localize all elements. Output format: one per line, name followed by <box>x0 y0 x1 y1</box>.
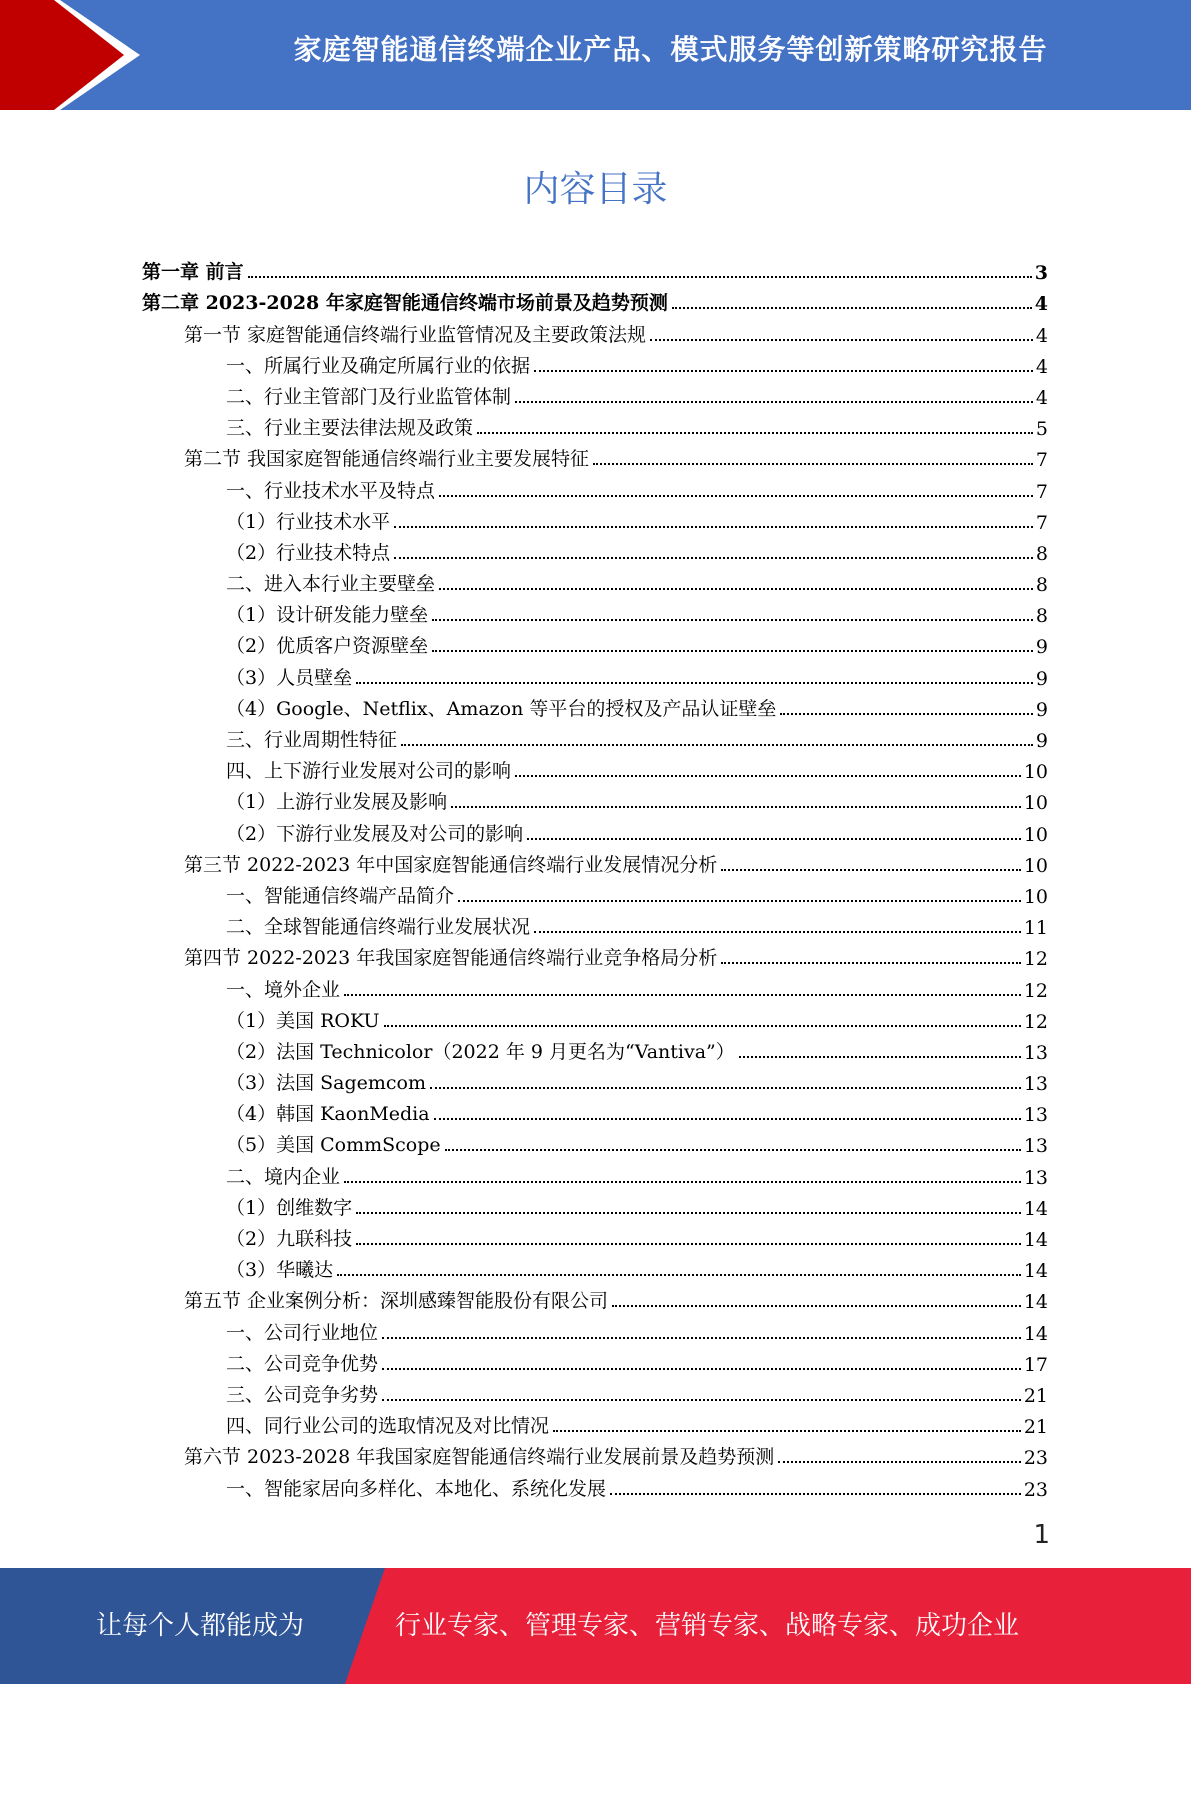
toc-entry-page: 12 <box>1023 948 1048 971</box>
toc-entry-page: 14 <box>1023 1322 1048 1345</box>
toc-dot-leader <box>434 1118 1021 1120</box>
toc-entry-page: 4 <box>1035 355 1048 378</box>
toc-entry[interactable] <box>142 1376 1048 1407</box>
toc-dot-leader <box>739 1056 1021 1058</box>
toc-entry-page: 17 <box>1023 1353 1048 1376</box>
toc-entry[interactable] <box>142 908 1048 939</box>
toc-entry[interactable] <box>142 1251 1048 1282</box>
toc-dot-leader <box>337 1274 1021 1276</box>
toc-entry-page: 8 <box>1035 574 1048 597</box>
toc-entry-title: 第六节 2023-2028 年我国家庭智能通信终端行业发展前景及趋势预测 <box>184 1446 775 1469</box>
toc-entry-page: 10 <box>1023 792 1048 815</box>
toc-entry-title: 一、所属行业及确定所属行业的依据 <box>226 354 531 377</box>
toc-entry-title: （4）Google、Netflix、Amazon 等平台的授权及产品认证壁垒 <box>226 697 777 720</box>
toc-entry-title: 第二章 2023-2028 年家庭智能通信终端市场前景及趋势预测 <box>142 292 668 315</box>
toc-entry-page: 8 <box>1035 542 1048 565</box>
toc-entry[interactable] <box>142 409 1048 440</box>
toc-entry[interactable] <box>142 503 1048 534</box>
toc-entry[interactable] <box>142 814 1048 845</box>
toc-entry-title: （3）华曦达 <box>226 1259 334 1282</box>
toc-entry[interactable] <box>142 658 1048 689</box>
toc-entry-page: 7 <box>1035 511 1048 534</box>
toc-dot-leader <box>356 1212 1021 1214</box>
toc-entry[interactable] <box>142 1345 1048 1376</box>
toc-entry-title: （2）法国 Technicolor（2022 年 9 月更名为“Vantiva”） <box>226 1040 735 1063</box>
toc-dot-leader <box>527 838 1021 840</box>
table-of-contents <box>142 253 1048 1501</box>
toc-entry-page: 21 <box>1023 1416 1048 1439</box>
toc-dot-leader <box>344 994 1021 996</box>
toc-entry-title: 一、境外企业 <box>226 978 341 1001</box>
toc-entry[interactable] <box>142 347 1048 378</box>
toc-dot-leader <box>401 744 1033 746</box>
toc-heading: 内容目录 <box>523 169 668 210</box>
toc-entry[interactable] <box>142 1407 1048 1438</box>
toc-entry-page: 21 <box>1023 1384 1048 1407</box>
toc-entry-page: 7 <box>1035 480 1048 503</box>
toc-entry[interactable] <box>142 1438 1048 1469</box>
toc-entry[interactable] <box>142 1033 1048 1064</box>
toc-entry-title: （3）人员壁垒 <box>226 666 353 689</box>
toc-entry-title: （1）上游行业发展及影响 <box>226 791 448 814</box>
toc-entry-title: （3）法国 Sagemcom <box>226 1072 426 1095</box>
toc-entry-page: 7 <box>1035 449 1048 472</box>
toc-entry-page: 13 <box>1023 1041 1048 1064</box>
toc-entry[interactable] <box>142 690 1048 721</box>
toc-entry[interactable] <box>142 565 1048 596</box>
toc-dot-leader <box>534 931 1021 933</box>
toc-entry-page: 11 <box>1023 917 1048 940</box>
toc-entry[interactable] <box>142 315 1048 346</box>
toc-entry[interactable] <box>142 783 1048 814</box>
toc-entry-title: 一、智能家居向多样化、本地化、系统化发展 <box>226 1477 607 1500</box>
toc-entry[interactable] <box>142 877 1048 908</box>
toc-entry[interactable] <box>142 1189 1048 1220</box>
toc-entry[interactable] <box>142 1469 1048 1500</box>
toc-entry[interactable] <box>142 596 1048 627</box>
toc-dot-leader <box>382 1368 1021 1370</box>
toc-entry-title: （5）美国 CommScope <box>226 1134 441 1157</box>
toc-dot-leader <box>439 588 1033 590</box>
toc-entry-title: 四、上下游行业发展对公司的影响 <box>226 760 512 783</box>
toc-dot-leader <box>721 869 1021 871</box>
toc-entry-title: 一、行业技术水平及特点 <box>226 479 436 502</box>
toc-entry[interactable] <box>142 939 1048 970</box>
toc-dot-leader <box>394 557 1033 559</box>
toc-entry-title: 四、同行业公司的选取情况及对比情况 <box>226 1415 550 1438</box>
toc-entry-title: （1）美国 ROKU <box>226 1009 380 1032</box>
toc-entry[interactable] <box>142 1282 1048 1313</box>
toc-entry-page: 14 <box>1023 1260 1048 1283</box>
toc-entry[interactable] <box>142 627 1048 658</box>
toc-entry[interactable] <box>142 1002 1048 1033</box>
toc-entry-page: 10 <box>1023 761 1048 784</box>
toc-entry-page: 10 <box>1023 885 1048 908</box>
toc-entry-page: 9 <box>1035 730 1048 752</box>
toc-dot-leader <box>344 1181 1021 1183</box>
toc-entry-page: 9 <box>1035 698 1048 721</box>
toc-entry-title: 一、智能通信终端产品简介 <box>226 884 455 907</box>
toc-entry[interactable] <box>142 1126 1048 1157</box>
toc-entry-page: 5 <box>1035 418 1048 441</box>
page-header <box>0 0 1191 110</box>
toc-entry-page: 4 <box>1035 386 1048 409</box>
toc-entry[interactable] <box>142 846 1048 877</box>
toc-entry-title: 一、公司行业地位 <box>226 1321 379 1344</box>
toc-dot-leader <box>439 495 1033 497</box>
toc-dot-leader <box>780 713 1033 715</box>
toc-dot-leader <box>553 1430 1021 1432</box>
toc-dot-leader <box>778 1461 1021 1463</box>
toc-dot-leader <box>445 1149 1021 1151</box>
toc-dot-leader <box>650 339 1033 341</box>
toc-entry[interactable] <box>142 534 1048 565</box>
footer-slogan-left: 让每个人都能成为 <box>95 1611 304 1641</box>
toc-dot-leader <box>384 1025 1021 1027</box>
toc-dot-leader <box>672 307 1032 309</box>
toc-dot-leader <box>432 650 1033 652</box>
toc-entry-title: 二、行业主管部门及行业监管体制 <box>226 385 512 408</box>
toc-entry-title: 三、行业周期性特征 <box>226 729 398 751</box>
toc-dot-leader <box>610 1493 1021 1495</box>
toc-entry-page: 23 <box>1023 1478 1048 1501</box>
toc-entry-page: 14 <box>1023 1291 1048 1314</box>
toc-dot-leader <box>477 432 1033 434</box>
toc-dot-leader <box>721 962 1021 964</box>
toc-entry-title: （1）行业技术水平 <box>226 510 391 533</box>
toc-entry[interactable] <box>142 721 1048 752</box>
toc-dot-leader <box>612 1305 1021 1307</box>
toc-dot-leader <box>534 370 1033 372</box>
toc-entry-page: 9 <box>1035 667 1048 690</box>
toc-entry-title: （1）创维数字 <box>226 1196 353 1219</box>
toc-entry-title: 第五节 企业案例分析：深圳感臻智能股份有限公司 <box>184 1290 609 1313</box>
toc-entry-title: 第一章 前言 <box>142 261 244 284</box>
toc-entry-title: 第二节 我国家庭智能通信终端行业主要发展特征 <box>184 448 590 471</box>
header-chevron-decoration <box>0 0 150 110</box>
toc-entry-title: 三、公司竞争劣势 <box>226 1383 379 1406</box>
toc-entry[interactable] <box>142 1064 1048 1095</box>
toc-entry-page: 23 <box>1023 1447 1048 1470</box>
toc-dot-leader <box>458 900 1021 902</box>
toc-entry-title: 二、公司竞争优势 <box>226 1352 379 1375</box>
toc-entry[interactable] <box>142 970 1048 1001</box>
toc-dot-leader <box>515 401 1033 403</box>
toc-entry-page: 12 <box>1023 979 1048 1002</box>
toc-dot-leader <box>515 775 1021 777</box>
toc-dot-leader <box>248 276 1032 278</box>
toc-entry-page: 8 <box>1035 605 1048 628</box>
toc-entry-title: 三、行业主要法律法规及政策 <box>226 417 474 440</box>
toc-entry[interactable] <box>142 284 1048 315</box>
toc-dot-leader <box>382 1337 1021 1339</box>
toc-dot-leader <box>394 526 1033 528</box>
toc-entry-title: 二、全球智能通信终端行业发展状况 <box>226 916 531 939</box>
toc-dot-leader <box>356 682 1033 684</box>
toc-entry-title: （2）行业技术特点 <box>226 541 391 564</box>
toc-entry-title: （2）下游行业发展及对公司的影响 <box>226 822 524 845</box>
footer-slogan-right: 行业专家、管理专家、营销专家、战略专家、成功企业家…… <box>395 1611 1020 1757</box>
toc-entry[interactable] <box>142 378 1048 409</box>
toc-entry[interactable] <box>142 1313 1048 1344</box>
toc-entry-page: 13 <box>1023 1104 1048 1127</box>
toc-entry-title: 第三节 2022-2023 年中国家庭智能通信终端行业发展情况分析 <box>184 853 718 876</box>
toc-dot-leader <box>593 463 1033 465</box>
toc-entry-page: 13 <box>1023 1073 1048 1096</box>
toc-entry-page: 9 <box>1035 636 1048 659</box>
toc-entry-page: 13 <box>1023 1135 1048 1158</box>
toc-entry[interactable] <box>142 752 1048 783</box>
toc-dot-leader <box>356 1243 1021 1245</box>
toc-entry[interactable] <box>142 253 1048 284</box>
toc-dot-leader <box>432 619 1033 621</box>
toc-entry-page: 13 <box>1023 1166 1048 1189</box>
toc-entry-title: （2）优质客户资源壁垒 <box>226 635 429 658</box>
toc-entry-page: 10 <box>1023 854 1048 877</box>
toc-entry-title: 二、进入本行业主要壁垒 <box>226 573 436 596</box>
toc-entry-title: （2）九联科技 <box>226 1228 353 1250</box>
toc-entry-title: （4）韩国 KaonMedia <box>226 1103 430 1126</box>
toc-entry-page: 3 <box>1034 262 1048 285</box>
toc-entry-title: 第四节 2022-2023 年我国家庭智能通信终端行业竞争格局分析 <box>184 947 718 970</box>
toc-entry-page: 12 <box>1023 1010 1048 1033</box>
toc-entry[interactable] <box>142 1095 1048 1126</box>
toc-entry-page: 4 <box>1035 324 1048 347</box>
page-number: 1 <box>1033 1520 1050 1550</box>
toc-dot-leader <box>430 1087 1021 1089</box>
toc-entry-title: 第一节 家庭智能通信终端行业监管情况及主要政策法规 <box>184 323 647 346</box>
toc-entry-title: （1）设计研发能力壁垒 <box>226 604 429 627</box>
header-title: 家庭智能通信终端企业产品、模式服务等创新策略研究报告 <box>293 33 1048 66</box>
toc-entry-page: 14 <box>1023 1229 1048 1251</box>
toc-entry[interactable] <box>142 440 1048 471</box>
toc-entry-page: 4 <box>1034 293 1048 316</box>
toc-entry[interactable] <box>142 1157 1048 1188</box>
toc-dot-leader <box>382 1399 1021 1401</box>
toc-entry-title: 二、境内企业 <box>226 1165 341 1188</box>
toc-dot-leader <box>451 806 1021 808</box>
toc-entry[interactable] <box>142 471 1048 502</box>
toc-entry[interactable] <box>142 1220 1048 1251</box>
toc-entry-page: 10 <box>1023 823 1048 846</box>
toc-entry-page: 14 <box>1023 1197 1048 1220</box>
